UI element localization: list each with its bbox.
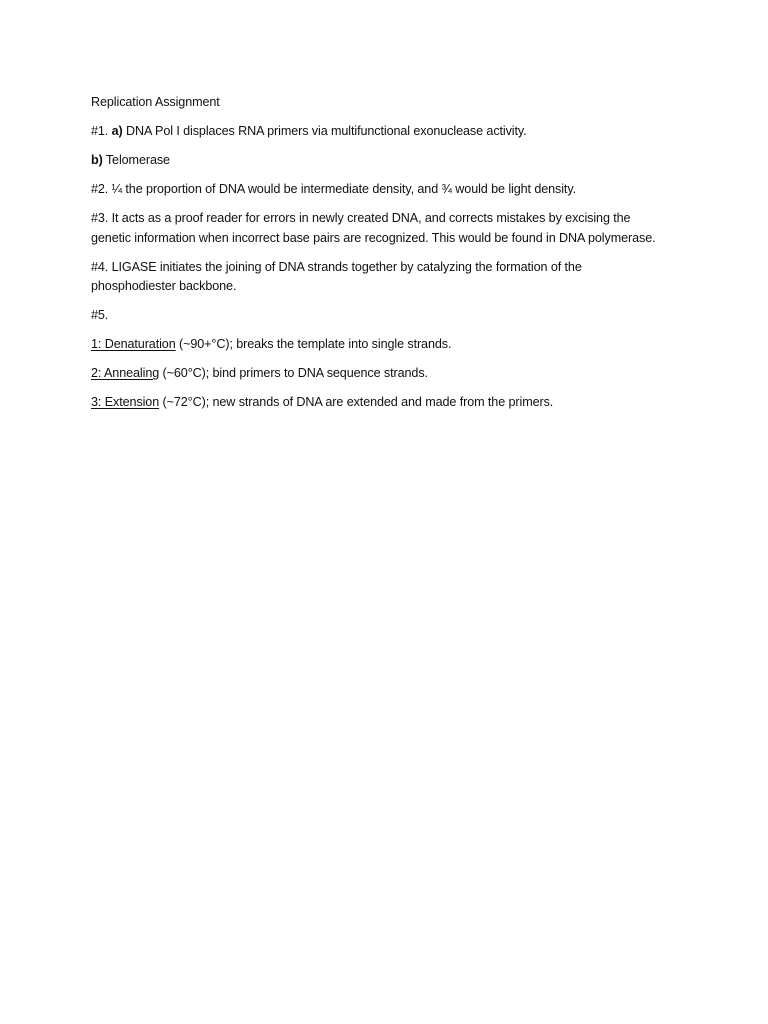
pcr-step-2-temp: (~60°C); [159, 366, 210, 380]
question-1a [91, 122, 691, 142]
question-2: #2. ¼ the proportion of DNA would be intermediate density, and ¾ would be light density. [91, 182, 576, 196]
pcr-step-3-temp: (~72°C); [159, 395, 210, 409]
part-a-label: a) [111, 124, 123, 138]
question-4-line-2: phosphodiester backbone. [91, 279, 237, 293]
question-5-label: #5. [91, 308, 109, 322]
question-3-line-1: #3. It acts as a proof reader for errors in newly created DNA, and corrects mistakes by excising the [91, 211, 631, 225]
pcr-step-1-label: 1: Denaturation [91, 337, 176, 351]
pcr-step-3-text: new strands of DNA are extended and made from the primers. [209, 395, 554, 409]
pcr-step-1-text: breaks the template into single strands. [232, 337, 452, 351]
pcr-step-1-temp: (~90+°C); [175, 337, 233, 351]
question-4-line-1: #4. LIGASE initiates the joining of DNA strands together by catalyzing the formation of the [91, 259, 582, 274]
question-3 [91, 209, 691, 248]
pcr-step-3-label: 3: Extension [91, 395, 160, 409]
pcr-step-2-text: bind primers to DNA sequence strands. [209, 366, 428, 380]
pcr-step-2-label: 2: Annealing [91, 366, 160, 380]
document-body [91, 93, 691, 422]
part-a-text: DNA Pol I displaces RNA primers via multifunctional exonuclease activity. [126, 124, 527, 138]
pcr-step-1 [91, 335, 691, 355]
part-b-text: Telomerase [105, 153, 170, 167]
pcr-step-3 [91, 393, 691, 413]
question-1-label: #1. [91, 124, 109, 138]
document-title: Replication Assignment [91, 95, 220, 109]
question-1b [91, 151, 691, 171]
pcr-step-2 [91, 364, 691, 384]
question-4 [91, 258, 691, 297]
question-3-line-2: genetic information when incorrect base pairs are recognized. This would be found in DNA polymerase. [91, 230, 656, 245]
part-b-label: b) [91, 153, 103, 167]
